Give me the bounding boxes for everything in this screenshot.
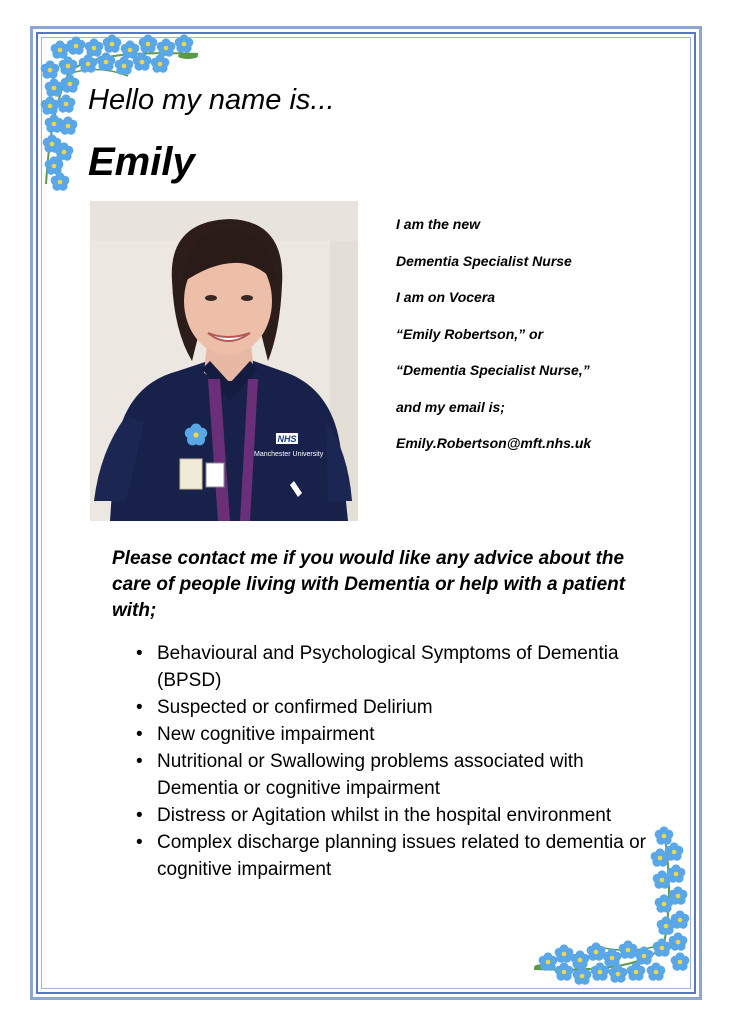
contact-request: Please contact me if you would like any advice about the care of people living with Dementia or help with a patient with;: [112, 548, 626, 621]
list-item: • Distress or Agitation whilst in the hospital environment: [130, 802, 650, 829]
info-line-vocera: I am on Vocera: [396, 289, 496, 305]
uniform-text: Manchester University: [254, 451, 324, 458]
info-line-role: Dementia Specialist Nurse: [396, 252, 572, 269]
list-item: • Behavioural and Psychological Symptoms of Dementia (BPSD): [130, 640, 650, 694]
info-line-vocera-name: “Emily Robertson,” or: [396, 325, 544, 342]
info-line-intro: I am the new: [396, 216, 481, 232]
bullet-icon: •: [136, 805, 143, 826]
contact-info: [396, 212, 591, 468]
greeting-heading: Hello my name is...: [88, 84, 335, 116]
bullet-icon: •: [136, 832, 143, 853]
bullet-icon: •: [136, 724, 143, 745]
portrait-photo: [90, 201, 358, 521]
nhs-logo: NHS: [277, 434, 297, 444]
bullet-icon: •: [136, 643, 143, 664]
list-item: • Suspected or confirmed Delirium: [130, 694, 650, 721]
list-item: • Complex discharge planning issues related to dementia or cognitive impairment: [130, 829, 650, 883]
bullet-icon: •: [136, 751, 143, 772]
info-line-email-label: and my email is;: [396, 398, 505, 415]
list-item: • Nutritional or Swallowing problems associated with Dementia or cognitive impairment: [130, 748, 650, 802]
symptom-list: [130, 640, 650, 883]
list-item: • New cognitive impairment: [130, 721, 650, 748]
info-line-vocera-role: “Dementia Specialist Nurse,”: [396, 362, 590, 378]
bullet-icon: •: [136, 697, 143, 718]
email-address: Emily.Robertson@mft.nhs.uk: [396, 435, 592, 451]
name-heading: Emily: [88, 140, 195, 184]
